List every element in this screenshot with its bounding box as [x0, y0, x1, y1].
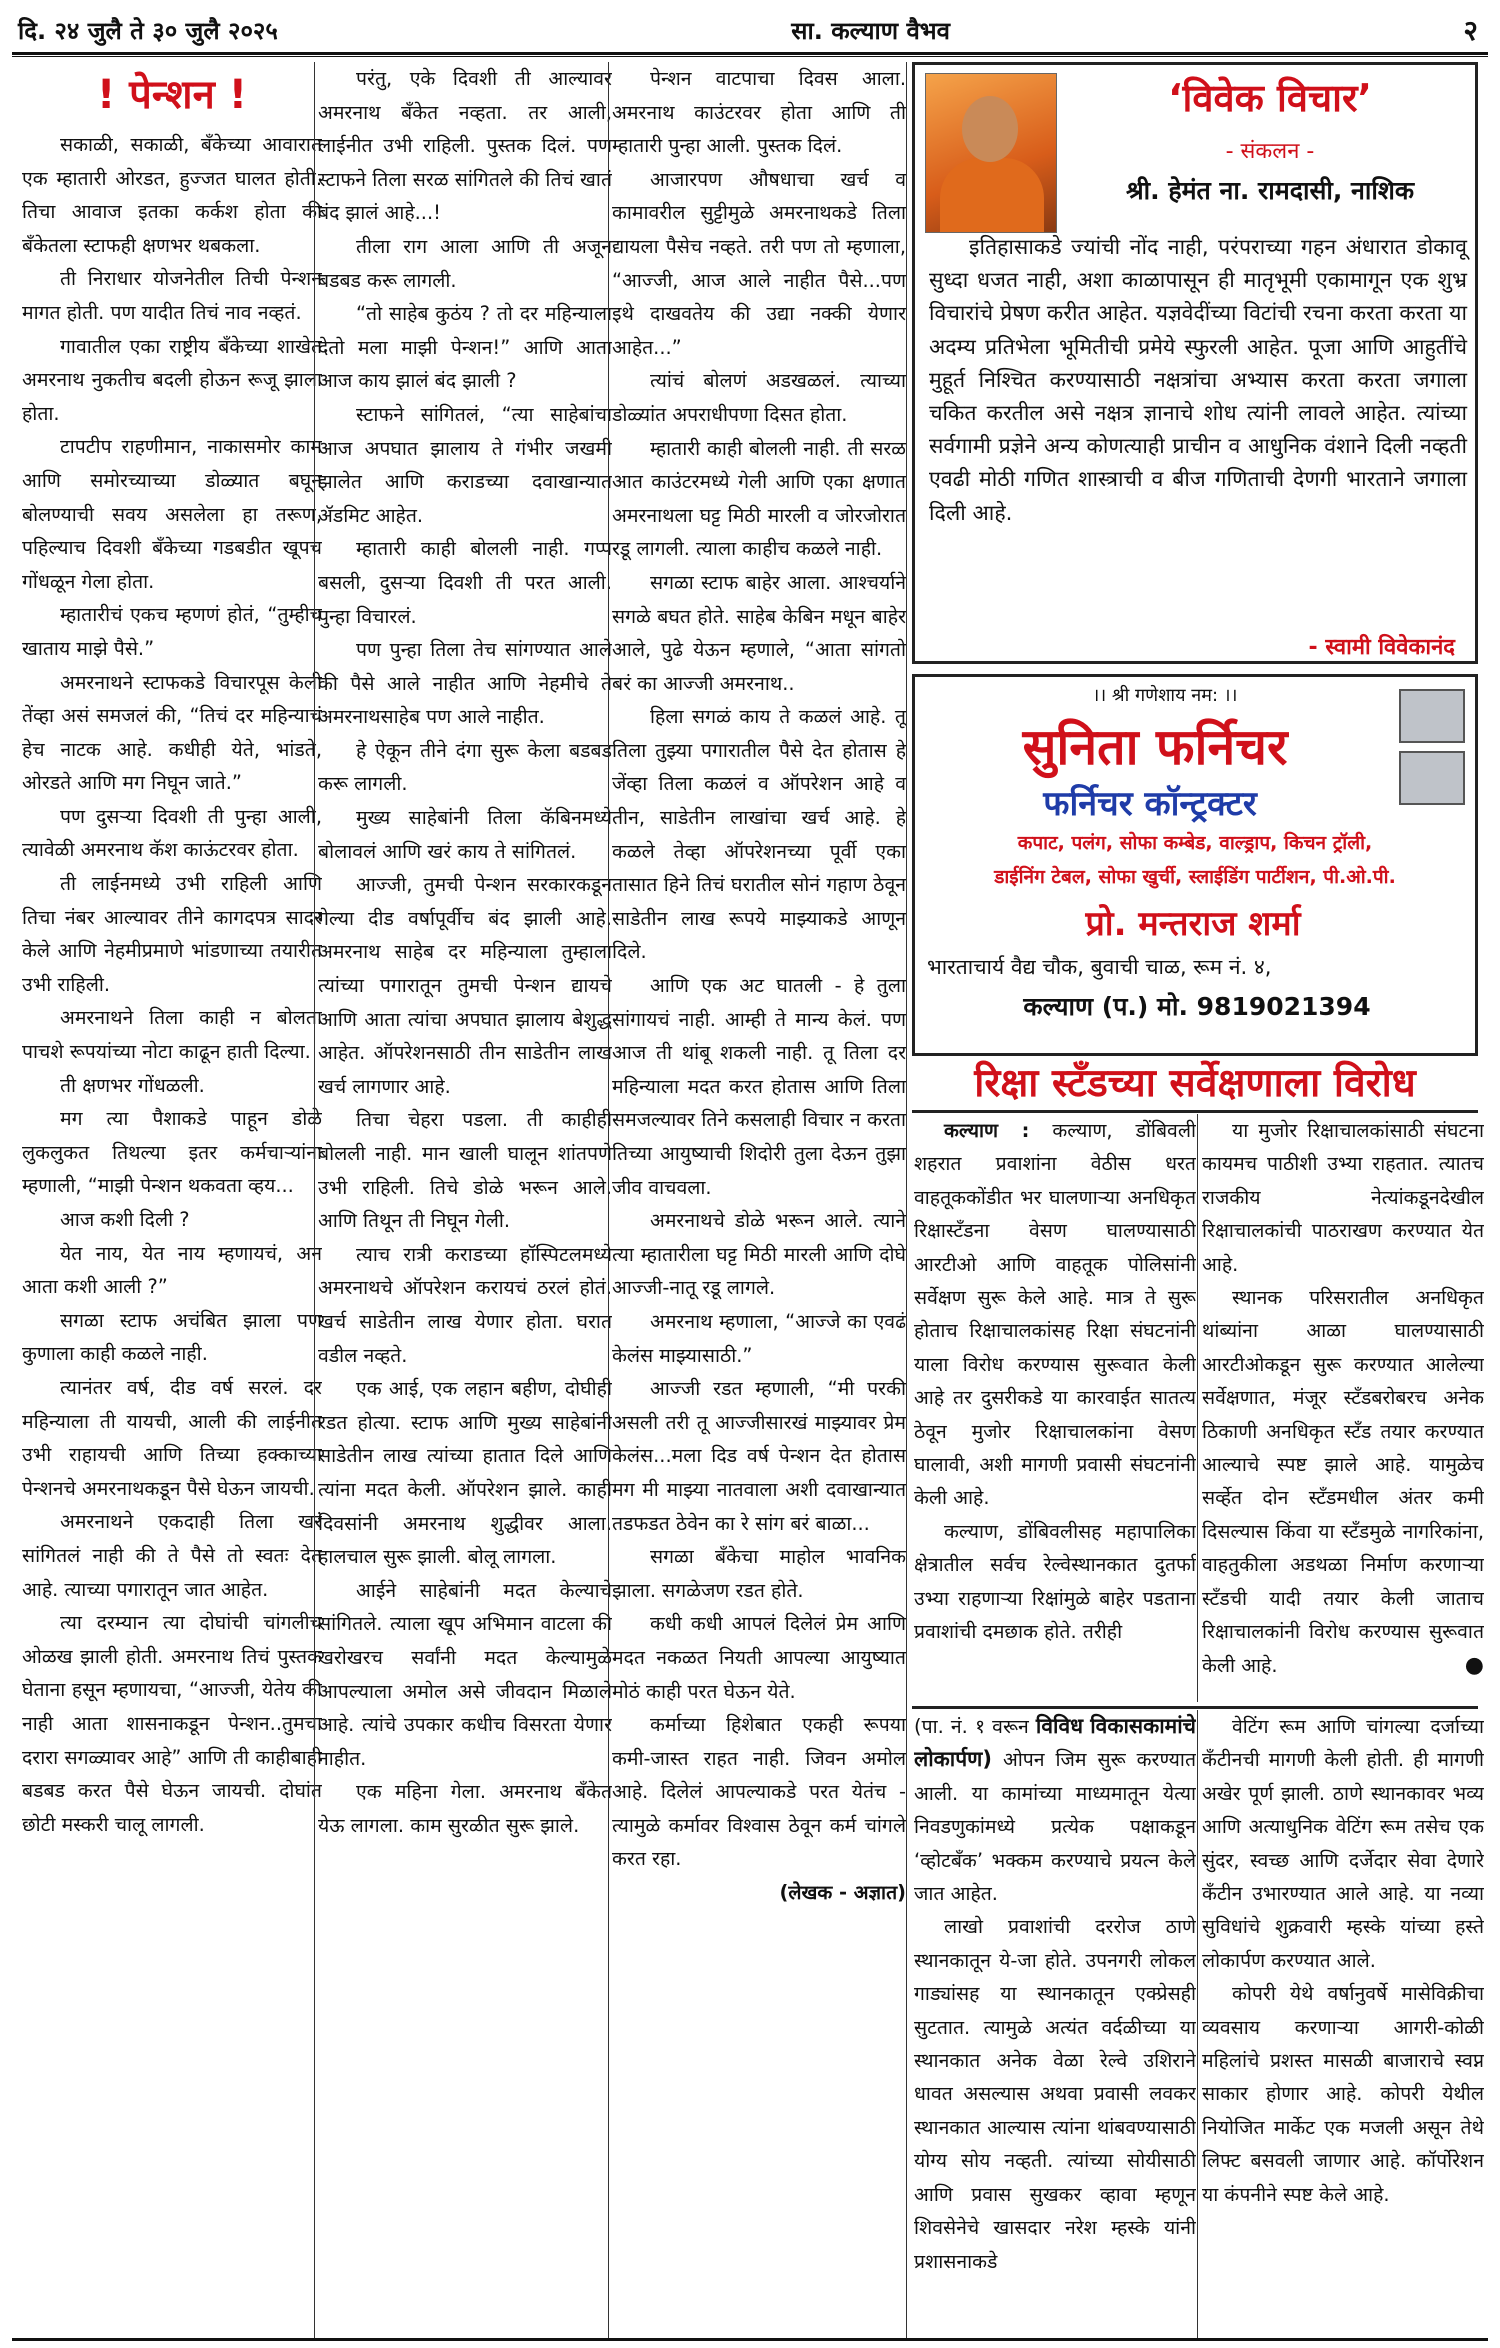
vividh-column-2	[1202, 1710, 1484, 2340]
pension-paragraph: म्हातारीचं एकच म्हणणं होतं, “तुम्हीच खाताय माझे पैसे.”	[22, 603, 322, 660]
pension-paragraph: स्टाफने सांगितलं, “त्या साहेबांचा आज अपघात झालाय ते गंभीर जखमी झालेत आणि कराडच्या दवाखान्यात ॲडमिट आहेत.	[318, 402, 612, 527]
pension-paragraph: हिला सगळं काय ते कळलं आहे. तू तिला तुझ्या पगारातील पैसे देत होतास हे जेंव्हा तिला कळलं व ऑपरेशन आहे व तीन, साडेतीन लाखांचा खर्च आहे. हे कळले तेव्हा ऑपरेशनच्या पूर्वी एका तासात हिने तिचं घरातील सोनं गहाण ठेवून साडेतीन लाख रूपये माझ्याकडे आणून दिले.	[612, 705, 906, 964]
pension-col2-body	[318, 62, 612, 1842]
end-mark: ●	[1464, 1652, 1484, 1678]
vividh-headline-2: विकासकामांचे लोकार्पण)	[914, 1714, 1196, 1772]
pension-paragraph: गावातील एका राष्ट्रीय बँकेच्या शाखेत अमरनाथ नुकतीच बदली होऊन रूजू झाला होता.	[22, 334, 322, 425]
column-rule	[608, 62, 609, 2338]
pension-column-3	[612, 62, 906, 2342]
portrait-robe	[940, 158, 1044, 232]
riksha-para-4-text: स्थानक परिसरातील अनधिकृत थांब्यांना आळा घालण्यासाठी आरटीओकडून सुरू करण्यात आलेल्या सर्वेक्षणात, मंजूर स्टँडबरोबरच अनेक ठिकाणी अनधिकृत स्टँड तयार करण्यात आल्याचे स्पष्ट झाले आहे. यामुळेच सर्व्हेत दोन स्टँडमधील अंतर कमी दिसल्यास किंवा या स्टँडमुळे नागरिकांना, वाहतुकीला अडथळा निर्माण करणाऱ्या स्टँडची यादी तयार केली जाताच रिक्षाचालकांनी विरोध करण्यास सुरूवात केली आहे.	[1202, 1286, 1484, 1677]
pension-paragraph: आणि एक अट घातली - हे तुला सांगायचं नाही. आम्ही ते मान्य केलं. पण आज ती थांबू शकली नाही. तू तिला दर महिन्याला मदत करत होतास आणि तिला समजल्यावर तिने कसलाही विचार न करता तिच्या आयुष्याची शिदोरी तुला देऊन तुझा जीव वाचवला.	[612, 974, 906, 1199]
ad-contractor: फर्निचर कॉन्ट्रक्टर	[1043, 784, 1257, 824]
ad-business-name: सुनिता फर्निचर	[1022, 718, 1288, 776]
pension-paragraph: आज्जी, तुमची पेन्शन सरकारकडून गेल्या दीड वर्षापूर्वीच बंद झाली आहे. अमरनाथ साहेब दर महिन्याला तुम्हाला त्यांच्या पगारातून तुमची पेन्शन द्यायचे आणि आता त्यांचा अपघात झालाय बेशुद्ध आहेत. ऑपरेशनसाठी तीन साडेतीन लाख खर्च लागणार आहे.	[318, 873, 612, 1098]
vivek-author: श्री. हेमंत ना. रामदासी, नाशिक	[1125, 176, 1415, 205]
pension-paragraph: पण पुन्हा तिला तेच सांगण्यात आले की पैसे आले नाहीत आणि नेहमीचे ते अमरनाथसाहेब पण आले नाहीत.	[318, 638, 612, 729]
ad-proprietor: प्रो. मन्तराज शर्मा	[1085, 904, 1301, 944]
riksha-para-1: कल्याण, डोंबिवली शहरात प्रवाशांना वेठीस धरत वाहतूककोंडीत भर घालणाऱ्या अनधिकृत रिक्षास्टँडना वेसण घालण्यासाठी आरटीओ आणि वाहतूक पोलिसांनी सर्वेक्षण सुरू केले आहे. मात्र ते सुरू होताच रिक्षाचालकांसह रिक्षा संघटनांनी याला विरोध करण्यास सुरूवात केली आहे तर दुसरीकडे या कारवाईत सातत्य ठेवून मुजोर रिक्षाचालकांना वेसण घालावी, अशी मागणी प्रवासी संघटनांनी केली आहे.	[914, 1119, 1196, 1510]
pension-paragraph: आज्जी रडत म्हणाली, “मी परकी असली तरी तू आज्जीसारखं माझ्यावर प्रेम केलंस...मला दिड वर्ष पेन्शन देत होतास मग मी माझ्या नातवाला अशी दवाखान्यात तडफडत ठेवेन का रे सांग बरं बाळा...	[612, 1377, 906, 1535]
vividh-para-3: वेटिंग रूम आणि चांगल्या दर्जाच्या कँटीनची मागणी केली होती. ही मागणी अखेर पूर्ण झाली. ठाणे स्थानकावर भव्य आणि अत्याधुनिक वेटिंग रूम तसेच एक सुंदर, स्वच्छ आणि दर्जेदार सेवा देणारे कँटीन उभारण्यात आले आहे. या नव्या सुविधांचे शुक्रवारी म्हस्के यांच्या हस्ते लोकार्पण करण्यात आले.	[1202, 1715, 1484, 1972]
pension-paragraph: टापटीप राहणीमान, नाकासमोर काम आणि समोरच्याच्या डोळ्यात बघून बोलण्याची सवय असलेला हा तरूण, पहिल्याच दिवशी बँकेच्या गडबडीत खूपच गोंधळून गेला होता.	[22, 435, 322, 593]
riksha-para-2: कल्याण, डोंबिवलीसह महापालिका क्षेत्रातील सर्वच रेल्वेस्थानकात दुतर्फा उभ्या राहणाऱ्या रिक्षांमुळे बाहेर पडताना प्रवाशांची दमछाक होते. तरीही	[914, 1519, 1196, 1644]
riksha-column-1	[914, 1114, 1196, 1704]
page-header	[12, 8, 1488, 55]
pension-paragraph: त्यांचं बोलणं अडखळलं. त्याच्या डोळ्यांत अपराधीपणा दिसत होता.	[612, 369, 906, 426]
pension-paragraph: पण दुसऱ्या दिवशी ती पुन्हा आली, त्यावेळी अमरनाथ कॅश काऊंटरवर होता.	[22, 804, 322, 862]
pension-paragraph: हे ऐकून तीने दंगा सुरू केला बडबड करू लागली.	[318, 738, 612, 796]
pension-col1-body	[22, 128, 322, 1841]
ad-invocation: ।। श्री गणेशाय नम: ।।	[1092, 685, 1238, 706]
pension-paragraph: तिचा चेहरा पडला. ती काहीही बोलली नाही. मान खाली घालून शांतपणे उभी राहिली. तिचे डोळे भरून आले. आणि तिथून ती निघून गेली.	[318, 1108, 612, 1233]
pension-paragraph: अमरनाथने एकदाही तिला खरं सांगितलं नाही की ते पैसे तो स्वतः देत आहे. त्याच्या पगारातून जात आहेत.	[22, 1510, 322, 1601]
furniture-advertisement	[912, 674, 1478, 1056]
pension-column-1	[22, 62, 322, 2342]
pension-paragraph: सगळा स्टाफ अचंबित झाला पण कुणाला काही कळले नाही.	[22, 1308, 322, 1366]
ad-address: भारताचार्य वैद्य चौक, बुवाची चाळ, रूम नं. ४,	[927, 955, 1272, 979]
pension-paragraph: म्हातारी काही बोलली नाही. ती सरळ आत काउंटरमध्ये गेली आणि एका क्षणात अमरनाथला घट्ट मिठी मारली व जोरजोरात रडू लागली. त्याला काहीच कळले नाही.	[612, 436, 906, 561]
vividh-para-1: ओपन जिम सुरू करण्यात आली. या कामांच्या माध्यमातून येत्या निवडणुकांमध्ये प्रत्येक पक्षाकडून ‘व्होटबँक’ भक्कम करण्याचे प्रयत्न केले जात आहेत.	[914, 1748, 1196, 1906]
vivekananda-portrait	[925, 73, 1057, 233]
pension-paragraph: ती क्षणभर गोंधळली.	[60, 1073, 205, 1097]
vividh-para-2: लाखो प्रवाशांची दररोज ठाणे स्थानकातून ये-जा होते. उपनगरी लोकल गाड्यांसह या स्थानकातून एक्प्रेसही सुटतात. त्यामुळे अत्यंत वर्दळीच्या या स्थानकात अनेक वेळा रेल्वे उशिराने धावत असल्यास अथवा प्रवासी लवकर स्थानकात आल्यास त्यांना थांबवण्यासाठी योग्य सोय नव्हती. त्यांच्या सोयीसाठी आणि प्रवास सुखकर व्हावा म्हणून शिवसेनेचे खासदार नरेश म्हस्के यांनी प्रशासनाकडे	[914, 1915, 1196, 2273]
cupboard-icon	[1399, 689, 1465, 809]
section-rule	[912, 1110, 1478, 1113]
page-number: २	[1463, 14, 1478, 47]
pension-paragraph: सगळा स्टाफ बाहेर आला. आश्चर्याने सगळे बघत होते. साहेब केबिन मधून बाहेर आले, पुढे येऊन म्हणाले, “आता सांगतो बरं का आज्जी अमरनाथ..	[612, 570, 906, 695]
vividh-column-1	[914, 1710, 1196, 2340]
column-rule	[906, 62, 907, 2338]
riksha-dateline: कल्याण :	[944, 1119, 1030, 1142]
pension-paragraph: एक आई, एक लहान बहीण, दोघीही रडत होत्या. स्टाफ आणि मुख्य साहेबांनी साडेतीन लाख त्यांच्या हातात दिले आणि त्यांना मदत केली. ऑपरेशन झाले. काही दिवसांनी अमरनाथ शुद्धीवर आला. हालचाल सुरू झाली. बोलू लागला.	[318, 1377, 612, 1569]
column-rule	[314, 62, 315, 2338]
pension-paragraph: ती लाईनमध्ये उभी राहिली आणि तिचा नंबर आल्यावर तीने कागदपत्र सादर केले आणि नेहमीप्रमाणे भांडणाच्या तयारीत उभी राहिली.	[22, 872, 322, 996]
pension-paragraph: मुख्य साहेबांनी तिला कॅबिनमध्ये बोलावलं आणि खरं काय ते सांगितलं.	[318, 806, 612, 863]
header-rule	[12, 56, 1488, 57]
column-rule	[1197, 1710, 1198, 2338]
ad-phone: कल्याण (प.) मो. 9819021394	[1023, 992, 1371, 1021]
footer-rule	[12, 2338, 1488, 2341]
pension-paragraph: “तो साहेब कुठंय ? तो दर महिन्याला देतो मला माझी पेन्शन!” आणि आता आज काय झालं बंद झाली ?	[318, 302, 612, 393]
pension-paragraph: सगळा बँकेचा माहोल भावनिक झाला. सगळेजण रडत होते.	[612, 1545, 906, 1602]
pension-paragraph: आजारपण औषधाचा खर्च व कामावरील सुट्टीमुळे अमरनाथकडे तिला द्यायला पैसेच नव्हते. तरी पण तो म्हणाला, “आज्जी, आज आले नाहीत पैसे...पण इथे दाखवतेय की उद्या नक्की येणार आहेत...”	[612, 167, 906, 359]
riksha-headline: रिक्षा स्टँडच्या सर्वेक्षणाला विरोध	[974, 1061, 1416, 1106]
vivek-title: ‘विवेक विचार’	[1168, 76, 1372, 120]
pension-paragraph: येत नाय, येत नाय म्हणायचं, अन आता कशी आली ?”	[22, 1241, 322, 1299]
pension-col3-body	[612, 62, 906, 1876]
pension-paragraph: त्यानंतर वर्ष, दीड वर्ष सरलं. दर महिन्याला ती यायची, आली की लाईनीत उभी राहायची आणि तिच्या हक्काच्या पेन्शनचे अमरनाथकडून पैसे घेऊन जायची.	[22, 1375, 322, 1500]
column-rule	[1197, 1114, 1198, 1702]
pension-column-2	[318, 62, 612, 2342]
vivek-subtitle: - संकलन -	[1225, 139, 1315, 164]
paper-name: सा. कल्याण वैभव	[791, 16, 951, 45]
pension-paragraph: पेन्शन वाटपाचा दिवस आला. अमरनाथ काउंटरवर होता आणि ती म्हातारी पुन्हा आली. पुस्तक दिलं.	[612, 67, 906, 158]
riksha-lead-paragraph	[914, 1114, 1196, 1515]
vividh-heading	[914, 1710, 1196, 1910]
pension-paragraph: मग त्या पैशाकडे पाहून डोळे लुकलुकत तिथल्या इतर कर्मचाऱ्यांना म्हणाली, “माझी पेन्शन थकवता व्हय...	[22, 1107, 322, 1198]
riksha-para-4	[1202, 1281, 1484, 1682]
vivek-quote: इतिहासाकडे ज्यांची नोंद नाही, परंपराच्या गहन अंधारात डोकावू सुध्दा धजत नाही, अशा काळापासून ही मातृभूमी एकामागून एक शुभ्र विचारांचे प्रेषण करीत आहेत. यज्ञवेदींच्या विटांची रचना करता करता या अदम्य प्रतिभेला भूमितीची प्रमेये स्फुरली आहेत. पूजा आणि आहुतींचे मुहूर्त निश्चित करण्यासाठी नक्षत्रांचा अभ्यास करता करता जगाला चकित करतील असे नक्षत्र ज्ञानाचे शोध त्यांनी लावले आहेत. त्यांच्या सर्वगामी प्रज्ञेने अन्य कोणत्याही प्राचीन व आधुनिक वंशाने दिली नव्हती एवढी मोठी गणित शास्त्राची व बीज गणिताची देणगी भारताने जगाला दिली आहे.	[929, 235, 1467, 526]
pension-title: ! पेन्शन !	[97, 72, 247, 118]
vivek-vichar-box	[912, 62, 1478, 664]
vividh-headline-1: विविध	[1035, 1714, 1084, 1738]
ad-items-line-2: डाईनिंग टेबल, सोफा खुर्ची, स्लाईडिंग पार्टीशन, पी.ओ.पी.	[994, 866, 1396, 888]
pension-paragraph: त्याच रात्री कराडच्या हॉस्पिटलमध्ये अमरनाथचे ऑपरेशन करायचं ठरलं होतं. खर्च साडेतीन लाख येणार होता. घरात वडील नव्हते.	[318, 1242, 612, 1367]
pension-paragraph: अमरनाथने तिला काही न बोलता पाचशे रूपयांच्या नोटा काढून हाती दिल्या.	[22, 1006, 322, 1064]
pension-paragraph: तीला राग आला आणि ती अजून बडबड करू लागली.	[318, 234, 612, 292]
pension-paragraph: सकाळी, सकाळी, बँकेच्या आवारात एक म्हातारी ओरडत, हुज्जत घालत होती. तिचा आवाज इतका कर्कश होता की बँकेतला स्टाफही क्षणभर थबकला.	[22, 133, 322, 257]
pension-paragraph: त्या दरम्यान त्या दोघांची चांगलीच ओळख झाली होती. अमरनाथ तिचं पुस्तक घेताना हसून म्हणायचा, “आज्जी, येतेय की नाही आता शासनाकडून पेन्शन..तुमचा दरारा सगळ्यावर आहे” आणि ती काहीबाही बडबड करत पैसे घेऊन जायची. दोघांत छोटी मस्करी चालू लागली.	[22, 1611, 322, 1836]
vivek-signature: - स्वामी विवेकानंद	[1308, 635, 1455, 660]
pension-paragraph: अमरनाथ म्हणाला, “आज्जे का एवढं केलंस माझ्यासाठी.”	[612, 1309, 906, 1367]
pension-paragraph: अमरनाथचे डोळे भरून आले. त्याने त्या म्हातारीला घट्ट मिठी मारली आणि दोघे आज्जी-नातू रडू लागले.	[612, 1209, 906, 1300]
pension-paragraph: अमरनाथने स्टाफकडे विचारपूस केली तेंव्हा असं समजलं की, “तिचं दर महिन्याचं हेच नाटक आहे. कधीही येते, भांडते, ओरडते आणि मग निघून जाते.”	[22, 670, 322, 795]
vividh-prefix: (पा. नं. १ वरून	[914, 1715, 1029, 1738]
pension-paragraph: कधी कधी आपलं दिलेलं प्रेम आणि मदत नकळत नियती आपल्या आयुष्यात मोठं काही परत घेऊन येते.	[612, 1612, 906, 1703]
pension-byline: (लेखक - अज्ञात)	[779, 1881, 906, 1905]
pension-paragraph: ती निराधार योजनेतील तिची पेन्शन मागत होती. पण यादीत तिचं नाव नव्हतं.	[22, 267, 322, 324]
pension-paragraph: कर्माच्या हिशेबात एकही रूपया कमी-जास्त राहत नाही. जिवन अमोल आहे. दिलेलं आपल्याकडे परत येतंच - त्यामुळे कर्मावर विश्वास ठेवून कर्म चांगले करत रहा.	[612, 1713, 906, 1871]
riksha-para-3: या मुजोर रिक्षाचालकांसाठी संघटना कायमच पाठीशी उभ्या राहतात. त्यातच राजकीय नेत्यांकडूनदेखील रिक्षाचालकांची पाठराखण करण्यात येत आहे.	[1202, 1119, 1484, 1276]
riksha-column-2	[1202, 1114, 1484, 1704]
portrait-face	[962, 96, 1018, 162]
pension-paragraph: आईने साहेबांनी मदत केल्याचे सांगितले. त्याला खूप अभिमान वाटला की खरोखरच सर्वांनी मदत केल्यामुळे आपल्याला अमोल असे जीवदान मिळाले आहे. त्यांचे उपकार कधीच विसरता येणार नाहीत.	[318, 1578, 612, 1770]
section-rule	[912, 1706, 1478, 1709]
ad-items-line-1: कपाट, पलंग, सोफा कम्बेड, वाल्ड्राप, किचन ट्रॉली,	[1017, 832, 1373, 854]
pension-paragraph: आज कशी दिली ?	[60, 1208, 190, 1231]
pension-paragraph: एक महिना गेला. अमरनाथ बँकेत येऊ लागला. काम सुरळीत सुरू झाले.	[318, 1780, 612, 1837]
vividh-para-4: कोपरी येथे वर्षानुवर्षे मासेविक्रीचा व्यवसाय करणाऱ्या आगरी-कोळी महिलांचे प्रशस्त मासळी बाजाराचे स्वप्न साकार होणार आहे. कोपरी येथील नियोजित मार्केट एक मजली असून तेथे लिफ्ट बसवली जाणार आहे. कॉर्पोरेशन या कंपनीने स्पष्ट केले आहे.	[1202, 1982, 1484, 2206]
pension-paragraph: म्हातारी काही बोलली नाही. गप्प बसली, दुसऱ्या दिवशी ती परत आली. पुन्हा विचारलं.	[318, 537, 612, 628]
pension-paragraph: परंतु, एके दिवशी ती आल्यावर अमरनाथ बँकेत नव्हता. तर आली, लाईनीत उभी राहिली. पुस्तक दिलं. पण स्टाफने तिला सरळ सांगितले की तिचं खातं बंद झालं आहे...!	[318, 67, 612, 225]
issue-date: दि. २४ जुलै ते ३० जुलै २०२५	[18, 16, 278, 45]
